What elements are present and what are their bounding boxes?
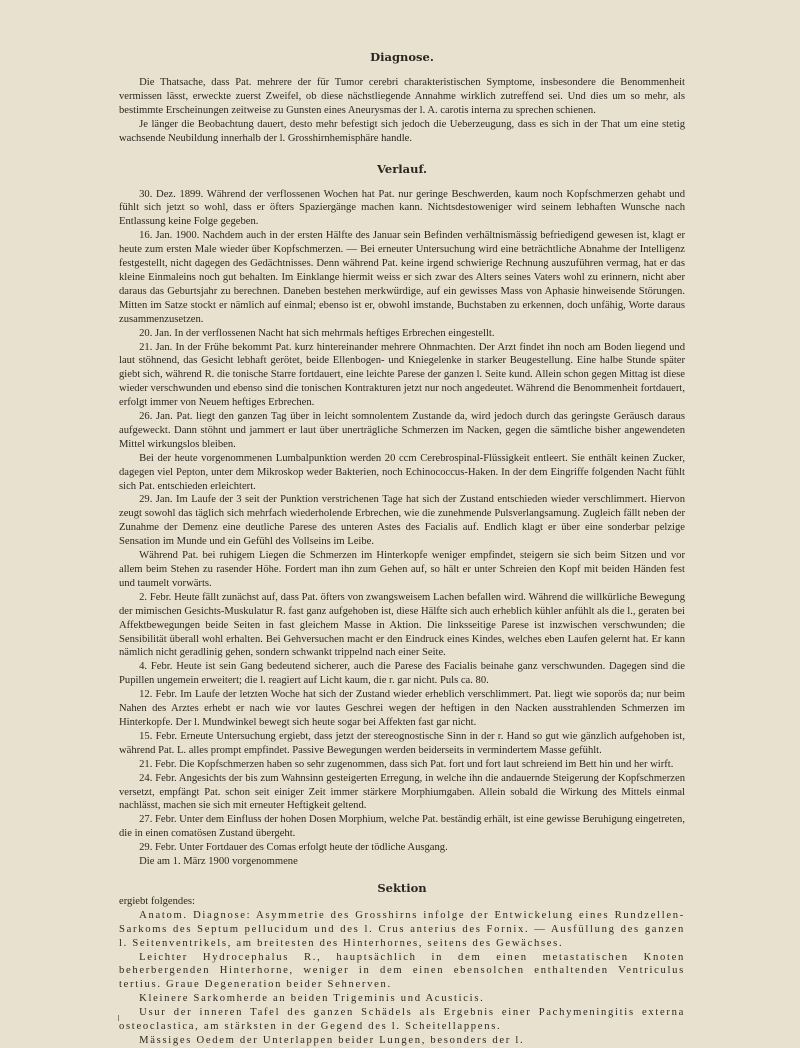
diagnose-paragraph: Die Thatsache, dass Pat. mehrere der für Tumor cerebri charakteristischen Symptome, insbesondere die Benommenheit vermissen lässt, erweckte zuerst Zweifel, ob diese nächstliegende Annahme wirklich zutreffend sei. Und dies um so mehr, als bestimmte Erscheinungen zeitweise zu Gunsten eines Aneurysmas der l. A. carotis interna zu sprechen schienen.	[119, 77, 685, 116]
verlauf-entry: 29. Jan. Im Laufe der 3 seit der Punktion verstrichenen Tage hat sich der Zustand entschieden wieder verschlimmert. Hiervon zeugt sowohl das täglich sich mehrfach wiederholende Erbrechen, wie die zunehmende Pulsverlangsamung. Zugleich fällt neben der Zunahme der Demenz eine deutliche Parese des unteren Astes des Facialis auf. Endlich klagt er über eine sonderbar pelzige Sensation im Munde und ein Gefühl des Vollseins im Leibe.	[119, 494, 685, 548]
verlauf-entry: 30. Dez. 1899. Während der verflossenen Wochen hat Pat. nur geringe Beschwerden, kaum noch Kopfschmerzen gehabt und fühlt sich jetzt so wohl, dass er öfters Spaziergänge machen kann. Nichtsdestoweniger wird seinem lebhaften Wunsche nach Entlassung keine Folge gegeben.	[119, 188, 685, 228]
verlauf-entry: 24. Febr. Angesichts der bis zum Wahnsinn gesteigerten Erregung, in welche ihn die andauernde Steigerung der Kopfschmerzen versetzt, empfängt Pat. schon seit einiger Zeit immer stärkere Morphiumgaben. Allein sobald die Wirkung des Mittels einmal nachlässt, machen sie sich mit erneuter Heftigkeit geltend.	[119, 772, 685, 812]
sektion-heading: Sektion	[377, 880, 427, 895]
verlauf-entry: 12. Febr. Im Laufe der letzten Woche hat sich der Zustand wieder erheblich verschlimmert. Pat. liegt wie soporös da; nur beim Nahen des Arztes erhebt er nach wie vor lautes Geschrei wegen der heftigen in den Nacken ausstrahlenden Schmerzen im Hinterkopfe. Der l. Mundwinkel bewegt sich heute sogar bei Affekten fast gar nicht.	[119, 689, 685, 728]
sektion-finding: Mässiges Oedem der Unterlappen beider Lungen, besonders der l.	[139, 1035, 525, 1046]
verlauf-entry: 15. Febr. Erneute Untersuchung ergiebt, dass jetzt der stereognostische Sinn in der r. Hand so gut wie gänzlich aufgehoben ist, während Pat. L. alles prompt empfindet. Passive Bewegungen werden beiderseits in vermindertem Masse gefühlt.	[119, 730, 685, 756]
verlauf-entry: 4. Febr. Heute ist sein Gang bedeutend sicherer, auch die Parese des Facialis beinahe ganz verschwunden. Dagegen sind die Pupillen ungemein erweitert; die l. reagiert auf Licht kaum, die r. gar nicht. Puls ca. 80.	[119, 661, 685, 687]
verlauf-entry: Die am 1. März 1900 vorgenommene	[139, 856, 298, 868]
verlauf-entry: 20. Jan. In der verflossenen Nacht hat sich mehrmals heftiges Erbrechen eingestellt.	[139, 327, 495, 339]
verlauf-entry: 2. Febr. Heute fällt zunächst auf, dass Pat. öfters von zwangsweisem Lachen befallen wird. Während die willkürliche Bewegung der mimischen Gesichts-Muskulatur R. fast ganz aufgehoben ist, diese Hälfte sich auch erheblich kühler anfühlt als die l., geraten bei Affektbewegungen beide Seiten in fast gleichem Masse in Aktion. Die linksseitige Parese ist inzwischen verschwunden; die Sensibilität überall wohl erhalten. Bei Gehversuchen macht er den Eindruck eines Kindes, welches eben Laufen gelernt hat. Er kann nämlich nicht geradlinig gehen, sondern schwankt trippelnd nach einer Seite.	[119, 591, 685, 659]
verlauf-heading: Verlauf.	[377, 161, 427, 176]
verlauf-entry: 27. Febr. Unter dem Einfluss der hohen Dosen Morphium, welche Pat. beständig erhält, ist eine gewisse Beruhigung eingetreten, die in einen comatösen Zustand übergeht.	[119, 814, 685, 840]
verlauf-entry: 29. Febr. Unter Fortdauer des Comas erfolgt heute der tödliche Ausgang.	[139, 842, 448, 854]
sektion-intro: ergiebt folgendes:	[119, 895, 195, 907]
verlauf-entry: Bei der heute vorgenommenen Lumbalpunktion werden 20 ccm Cerebrospinal-Flüssigkeit entleert. Sie enthält keinen Zucker, dagegen viel Pepton, unter dem Mikroskop weder Bakterien, noch Echinococcus-Haken. In der dem Eingriffe folgenden Nacht fühlt sich Pat. entschieden erleichtert.	[119, 452, 685, 492]
diagnose-paragraph: Je länger die Beobachtung dauert, desto mehr befestigt sich jedoch die Ueberzeugung, dass es sich in der That um eine stetig wachsende Neubildung innerhalb der l. Grosshirnhemisphäre handle.	[119, 118, 685, 144]
sektion-finding: Kleinere Sarkomherde an beiden Trigeminis und Acusticis.	[139, 993, 485, 1005]
page-edge-mark	[118, 1015, 122, 1021]
verlauf-entry: 16. Jan. 1900. Nachdem auch in der ersten Hälfte des Januar sein Befinden verhältnismässig befriedigend gewesen ist, klagt er heute zum ersten Male wieder über Kopfschmerzen. — Bei erneuter Untersuchung wird eine beträchtliche Abnahme der Intelligenz festgestellt, nicht dagegen des Gedächtnisses. Denn während Pat. keine irgend schwierige Rechnung auszuführen vermag, hat er das kleine Einmaleins noch gut behalten. Im Einklange hiermit weiss er sich zwar des Alters seines Vaters wohl zu erinnern, nicht aber daraus das Geburtsjahr zu berechnen. Daneben bestehen merkwürdige, auf ein gewisses Mass von Aphasie hinweisende Störungen. Mitten im Satze stockt er nämlich auf einmal; ebenso ist er, obwohl imstande, Buchstaben zu erkennen, doch unfähig, Worte daraus zusammenzusetzen.	[119, 230, 685, 325]
diagnose-heading: Diagnose.	[370, 50, 434, 64]
page-content	[119, 50, 685, 1048]
sektion-finding: Leichter Hydrocephalus R., hauptsächlich in dem einen metastatischen Knoten beherbergenden Hinterhorne, weniger in dem einen ebensolchen enthaltenden Ventriculus tertius. Graue Degeneration beider Sehnerven.	[119, 951, 685, 991]
sektion-finding: Usur der inneren Tafel des ganzen Schädels als Ergebnis einer Pachymeningitis externa osteoclastica, am stärksten in der Gegend des l. Scheitellappens.	[119, 1007, 685, 1033]
verlauf-entry: Während Pat. bei ruhigem Liegen die Schmerzen im Hinterkopfe weniger empfindet, steigern sie sich beim Sitzen und vor allem beim Stehen zu rasender Höhe. Fordert man ihn zum Gehen auf, so hält er unter Schreien den Kopf mit beiden Händen fest und taumelt vorwärts.	[119, 550, 685, 589]
verlauf-entry: 21. Febr. Die Kopfschmerzen haben so sehr zugenommen, dass sich Pat. fort und fort laut schreiend im Bett hin und her wirft.	[139, 758, 674, 770]
sektion-finding: Anatom. Diagnose: Asymmetrie des Grosshirns infolge der Entwickelung eines Rundzellen-Sarkoms des Septum pellucidum und des l. Crus anterius des Fornix. — Ausfüllung des ganzen l. Seitenventrikels, am breitesten des Hinterhornes, seitens des Gewächses.	[119, 909, 685, 949]
verlauf-entry: 26. Jan. Pat. liegt den ganzen Tag über in leicht somnolentem Zustande da, wird jedoch durch das geringste Geräusch daraus aufgeweckt. Dann stöhnt und jammert er laut über unerträgliche Schmerzen im Nacken, gegen die sämtliche bisher angewendeten Mittel wirkungslos bleiben.	[119, 411, 685, 450]
verlauf-entry: 21. Jan. In der Frühe bekommt Pat. kurz hintereinander mehrere Ohnmachten. Der Arzt findet ihn noch am Boden liegend und laut stöhnend, das Gesicht lebhaft gerötet, beide Ellenbogen- und Kniegelenke in starker Beugestellung. Eine halbe Stunde später giebt sich, während R. die tonische Starre fortdauert, eine leichte Parese der ganzen l. Seite kund. Allein schon gegen Mittag ist diese wieder verschwunden und ebenso sind die tonischen Kontrakturen jetzt nur noch angedeutet. Während die Benommenheit fortdauert, erfolgt immer von Neuem heftiges Erbrechen.	[119, 341, 685, 409]
